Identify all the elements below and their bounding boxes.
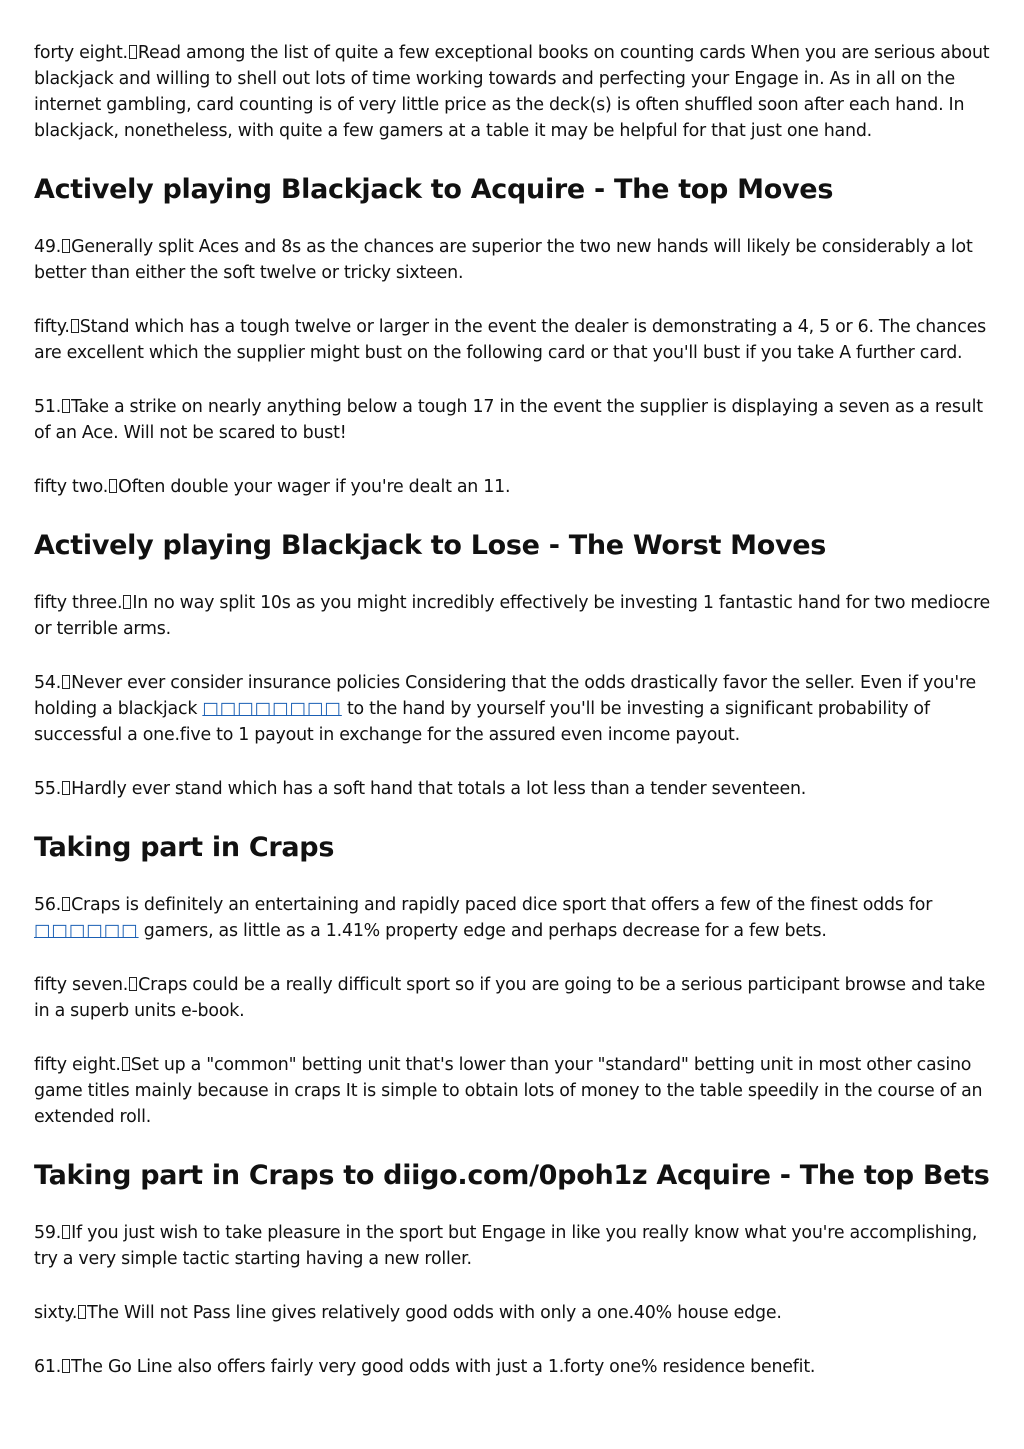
missing-glyph-icon bbox=[62, 239, 70, 253]
item-lead: In bbox=[132, 593, 149, 613]
list-item bbox=[34, 314, 990, 366]
item-lead: Read bbox=[137, 43, 181, 63]
item-text: double your wager if you're dealt an 11. bbox=[170, 477, 511, 497]
item-lead: Craps bbox=[138, 975, 188, 995]
item-number: forty eight. bbox=[34, 43, 128, 63]
missing-glyph-icon bbox=[109, 479, 117, 493]
list-item bbox=[34, 892, 990, 944]
missing-glyph-icon bbox=[62, 675, 70, 689]
item-text: is definitely an entertaining and rapidly paced dice sport that offers a few of the finest odds for bbox=[125, 895, 933, 915]
item-number: fifty seven. bbox=[34, 975, 129, 995]
item-lead: Never bbox=[71, 673, 122, 693]
item-lead: Take bbox=[71, 397, 109, 417]
item-text: you just wish to take pleasure in the sport but Engage in like you really know what you're accomplishing, try a very simple tactic starting having a new roller. bbox=[34, 1223, 978, 1269]
item-text: gamers, as little as a 1.41% property edge and perhaps decrease for a few bets. bbox=[138, 921, 827, 941]
item-number: 55. bbox=[34, 779, 62, 799]
missing-glyph-icon bbox=[62, 1225, 70, 1239]
section-heading: Taking part in Craps to diigo.com/0poh1z Acquire - The top Bets bbox=[34, 1160, 990, 1191]
list-item bbox=[34, 1220, 990, 1272]
missing-glyph-icon bbox=[71, 319, 79, 333]
intro-paragraph bbox=[34, 40, 990, 144]
item-text: a strike on nearly anything below a tough 17 in the event the supplier is displaying a seven as a result of an Ace. Will not be scared to bust! bbox=[34, 397, 983, 443]
missing-glyph-icon bbox=[122, 1057, 130, 1071]
list-item bbox=[34, 474, 990, 500]
item-number: fifty. bbox=[34, 317, 70, 337]
item-lead: Stand bbox=[79, 317, 130, 337]
list-item bbox=[34, 234, 990, 286]
inline-link[interactable]: □□□□□□ bbox=[34, 921, 139, 941]
item-number: 56. bbox=[34, 895, 62, 915]
item-text: up a "common" betting unit that's lower than your "standard" betting unit in most other casino game titles mainly because in craps It is simple to obtain lots of money to the table speedily in the course of an extended roll. bbox=[34, 1055, 983, 1127]
list-item bbox=[34, 394, 990, 446]
item-text: no way split 10s as you might incredibly effectively be investing 1 fantastic hand for two mediocre or terrible arms. bbox=[34, 593, 991, 639]
item-text: could be a really difficult sport so if you are going to be a serious participant browse and take in a superb units e-book. bbox=[34, 975, 986, 1021]
section-heading: Actively playing Blackjack to Acquire - The top Moves bbox=[34, 174, 834, 205]
missing-glyph-icon bbox=[78, 1305, 86, 1319]
item-number: fifty eight. bbox=[34, 1055, 121, 1075]
section-heading: Actively playing Blackjack to Lose - The Worst Moves bbox=[34, 530, 827, 561]
item-lead: Craps bbox=[71, 895, 121, 915]
item-lead: Set bbox=[130, 1055, 159, 1075]
missing-glyph-icon bbox=[62, 897, 70, 911]
item-number: 61. bbox=[34, 1357, 62, 1377]
list-item bbox=[34, 590, 990, 642]
item-text: to the hand by yourself you'll be investing a significant probability of successful a one.five to 1 payout in exchange for the assured even income payout. bbox=[34, 699, 930, 745]
item-lead: Generally bbox=[71, 237, 153, 257]
list-item bbox=[34, 1354, 990, 1380]
inline-link[interactable]: □□□□□□□□ bbox=[202, 699, 342, 719]
item-number: 51. bbox=[34, 397, 62, 417]
item-number: 49. bbox=[34, 237, 62, 257]
item-lead: Often bbox=[118, 477, 166, 497]
list-item bbox=[34, 670, 990, 748]
item-number: fifty two. bbox=[34, 477, 109, 497]
item-number: fifty three. bbox=[34, 593, 123, 613]
item-number: 54. bbox=[34, 673, 62, 693]
item-text: split Aces and 8s as the chances are superior the two new hands will likely be considerably a lot better than either the soft twelve or tricky sixteen. bbox=[34, 237, 973, 283]
item-text: ever consider insurance policies Considering that the odds drastically favor the seller. Even if you're holding a blackjack bbox=[34, 673, 977, 719]
list-item bbox=[34, 972, 990, 1024]
missing-glyph-icon bbox=[62, 1359, 70, 1373]
item-lead: If bbox=[71, 1223, 82, 1243]
missing-glyph-icon bbox=[62, 781, 70, 795]
item-lead: The bbox=[71, 1357, 103, 1377]
item-lead: Hardly bbox=[71, 779, 127, 799]
item-text: which has a tough twelve or larger in the event the dealer is demonstrating a 4, 5 or 6. The chances are excellent which the supplier might bust on the following card or that you'll bust if you take A further card. bbox=[34, 317, 986, 363]
item-number: 59. bbox=[34, 1223, 62, 1243]
list-item bbox=[34, 1052, 990, 1130]
item-text: ever stand which has a soft hand that totals a lot less than a tender seventeen. bbox=[131, 779, 807, 799]
missing-glyph-icon bbox=[129, 977, 137, 991]
item-number: sixty. bbox=[34, 1303, 78, 1323]
item-text: Go Line also offers fairly very good odds with just a 1.forty one% residence benefit. bbox=[107, 1357, 816, 1377]
item-text: Will not Pass line gives relatively good odds with only a one.40% house edge. bbox=[124, 1303, 782, 1323]
missing-glyph-icon bbox=[129, 45, 137, 59]
section-heading: Taking part in Craps bbox=[34, 832, 335, 863]
list-item bbox=[34, 1300, 990, 1326]
missing-glyph-icon bbox=[123, 595, 131, 609]
item-lead: The bbox=[87, 1303, 119, 1323]
missing-glyph-icon bbox=[62, 399, 70, 413]
item-text: among the list of quite a few exceptional books on counting cards When you are serious about blackjack and willing to shell out lots of time working towards and perfecting your Engage in. As in all on the internet gambling, card counting is of very little price as the deck(s) is often shuffled soon after each hand. In blackjack, nonetheless, with quite a few gamers at a table it may be helpful for that just one hand. bbox=[34, 43, 990, 141]
list-item bbox=[34, 776, 990, 802]
